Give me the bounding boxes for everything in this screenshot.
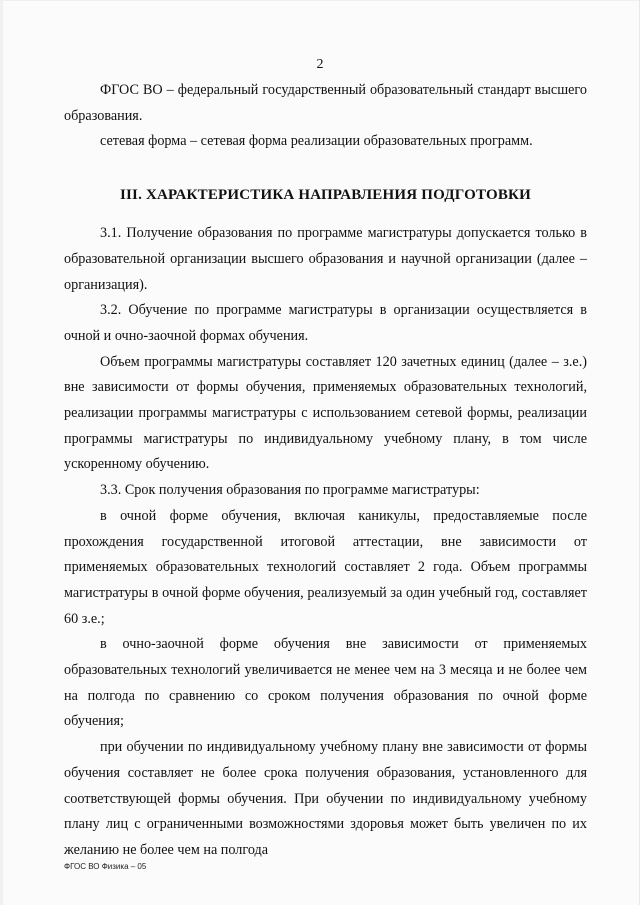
- paragraph-3-2: 3.2. Обучение по программе магистратуры в организации осуществляется в очной и очно-заочной формах обучения.: [64, 302, 587, 344]
- paragraph-individual-plan: при обучении по индивидуальному учебному плану вне зависимости от формы обучения составляет не более срока получения образования, установленного для соответствующей формы обучения. При обучении по индивидуальному учебному плану лиц с ограниченными возможностями здоровья может быть увеличен по их желанию не более чем на полгода: [64, 739, 587, 858]
- scan-edge: [0, 0, 3, 905]
- paragraph-volume: Объем программы магистратуры составляет 120 зачетных единиц (далее – з.е.) вне зависимости от формы обучения, применяемых образовательных технологий, реализации программы магистратуры с использованием сетевой формы, реализации программы магистратуры по индивидуальному учебному плану, в том числе ускоренному обучению.: [64, 353, 587, 473]
- page-footer: ФГОС ВО Физика – 05: [64, 862, 147, 871]
- document-body: [64, 78, 587, 864]
- paragraph-part-time: в очно-заочной форме обучения вне зависимости от применяемых образовательных технологий увеличивается не менее чем на 3 месяца и не более чем на полгода по сравнению со сроком получения образования по очной форме обучения;: [64, 636, 587, 730]
- paragraph-3-3: 3.3. Срок получения образования по программе магистратуры:: [100, 482, 480, 499]
- page-number: 2: [316, 57, 324, 72]
- definition-fgos: ФГОС ВО – федеральный государственный образовательный стандарт высшего образования.: [64, 82, 587, 124]
- definition-network-form: сетевая форма – сетевая форма реализации образовательных программ.: [100, 133, 533, 150]
- paragraph-3-1: 3.1. Получение образования по программе магистратуры допускается только в образовательной организации высшего образования и научной организации (далее – организация).: [64, 225, 587, 293]
- paragraph-full-time: в очной форме обучения, включая каникулы, предоставляемые после прохождения государственной итоговой аттестации, вне зависимости от применяемых образовательных технологий составляет 2 года. Объем программы магистратуры в очной форме обучения, реализуемый за один учебный год, составляет 60 з.е.;: [64, 507, 587, 627]
- section-heading: III. ХАРАКТЕРИСТИКА НАПРАВЛЕНИЯ ПОДГОТОВКИ: [119, 187, 531, 204]
